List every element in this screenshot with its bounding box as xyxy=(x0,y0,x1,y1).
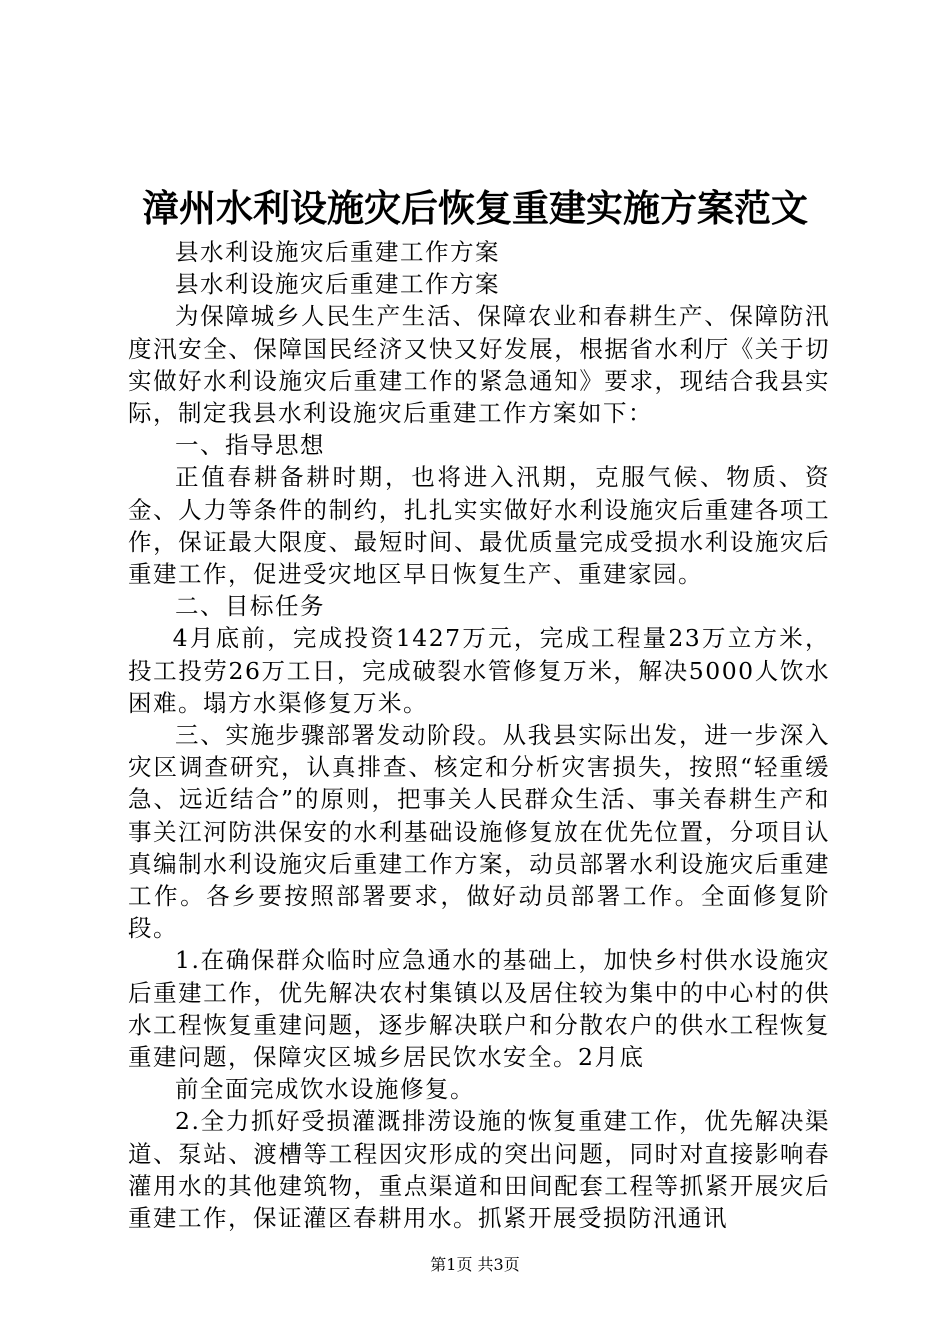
heading-targets: 二、目标任务 xyxy=(175,592,325,621)
paragraph-item-1-continued: 前全面完成饮水设施修复。 xyxy=(175,1075,475,1104)
heading-guiding-ideology: 一、指导思想 xyxy=(175,431,325,460)
paragraph-guiding-ideology: 正值春耕备耕时期，也将进入汛期，克服气候、物质、资金、人力等条件的制约，扎扎实实做好水利设施灾后重建各项工作，保证最大限度、最短时间、最优质量完成受损水利设施灾后重建工作，促进受灾地区早日恢复生产、重建家园。 xyxy=(128,463,830,589)
paragraph-implementation-steps: 三、实施步骤部署发动阶段。从我县实际出发，进一步深入灾区调查研究，认真排查、核定和分析灾害损失，按照“轻重缓急、远近结合”的原则，把事关人民群众生活、事关春耕生产和事关江河防洪保安的水利基础设施修复放在优先位置，分项目认真编制水利设施灾后重建工作方案，动员部署水利设施灾后重建工作。各乡要按照部署要求，做好动员部署工作。全面修复阶段。 xyxy=(128,721,830,943)
document-title: 漳州水利设施灾后恢复重建实施方案范文 xyxy=(142,186,808,230)
paragraph-intro: 为保障城乡人民生产生活、保障农业和春耕生产、保障防汛度汛安全、保障国民经济又快又好发展，根据省水利厅《关于切实做好水利设施灾后重建工作的紧急通知》要求，现结合我县实际，制定我县水利设施灾后重建工作方案如下： xyxy=(128,302,830,428)
paragraph-targets: 4月底前，完成投资1427万元，完成工程量23万立方米，投工投劳26万工日，完成破裂水管修复万米，解决5000人饮水困难。塌方水渠修复万米。 xyxy=(128,624,830,717)
paragraph-subtitle-1: 县水利设施灾后重建工作方案 xyxy=(175,238,500,266)
paragraph-subtitle-2: 县水利设施灾后重建工作方案 xyxy=(175,270,500,299)
paragraph-item-1: 1.在确保群众临时应急通水的基础上，加快乡村供水设施灾后重建工作，优先解决农村集镇以及居住较为集中的中心村的供水工程恢复重建问题，逐步解决联户和分散农户的供水工程恢复重建问题，保障灾区城乡居民饮水安全。2月底 xyxy=(128,946,830,1072)
page-number: 第1页 共3页 xyxy=(430,1255,520,1274)
paragraph-item-2: 2.全力抓好受损灌溉排涝设施的恢复重建工作，优先解决渠道、泵站、渡槽等工程因灾形成的突出问题，同时对直接影响春灌用水的其他建筑物，重点渠道和田间配套工程等抓紧开展灾后重建工作，保证灌区春耕用水。抓紧开展受损防汛通讯 xyxy=(128,1107,830,1233)
document-body xyxy=(128,236,830,1234)
